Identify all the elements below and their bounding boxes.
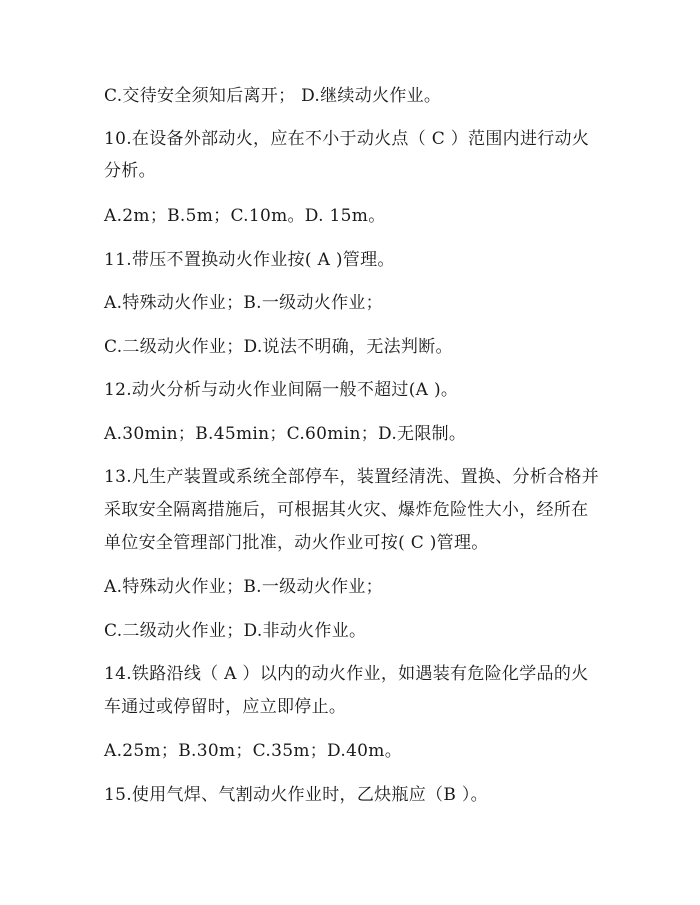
text-line-options-q14: A.25m；B.30m；C.35m；D.40m。	[104, 741, 403, 761]
text-line-options-ab-q11: A.特殊动火作业；B.一级动火作业；	[104, 293, 383, 313]
text-line-question-15: 15.使用气焊、气割动火作业时，乙炔瓶应（B ）。	[104, 785, 488, 805]
text-line-question-13-cont2: 单位安全管理部门批准，动火作业可按( C )管理。	[104, 533, 489, 553]
text-line-question-13: 13.凡生产装置或系统全部停车，装置经清洗、置换、分析合格并	[104, 467, 600, 487]
text-line-question-14: 14.铁路沿线（ A ）以内的动火作业，如遇装有危险化学品的火	[104, 664, 589, 684]
text-line-question-10: 10.在设备外部动火，应在不小于动火点（ C ）范围内进行动火	[104, 129, 590, 149]
text-line-question-11: 11.带压不置换动火作业按( A )管理。	[104, 250, 395, 270]
text-line-options-q12: A.30min；B.45min；C.60min；D.无限制。	[104, 424, 467, 444]
text-line-option-cd-q9: C.交待安全须知后离开； D.继续动火作业。	[104, 86, 442, 106]
text-line-options-cd-q11: C.二级动火作业；D.说法不明确，无法判断。	[104, 337, 453, 357]
text-line-options-q10: A.2m；B.5m；C.10m。D. 15m。	[104, 206, 386, 226]
text-line-question-14-cont: 车通过或停留时，应立即停止。	[104, 697, 347, 717]
text-line-question-12: 12.动火分析与动火作业间隔一般不超过(A )。	[104, 380, 459, 400]
text-line-question-13-cont1: 采取安全隔离措施后，可根据其火灾、爆炸危险性大小，经所在	[104, 500, 589, 520]
text-line-question-10-cont: 分析。	[104, 161, 156, 181]
text-line-options-cd-q13: C.二级动火作业；D.非动火作业。	[104, 621, 367, 641]
text-line-options-ab-q13: A.特殊动火作业；B.一级动火作业；	[104, 577, 383, 597]
